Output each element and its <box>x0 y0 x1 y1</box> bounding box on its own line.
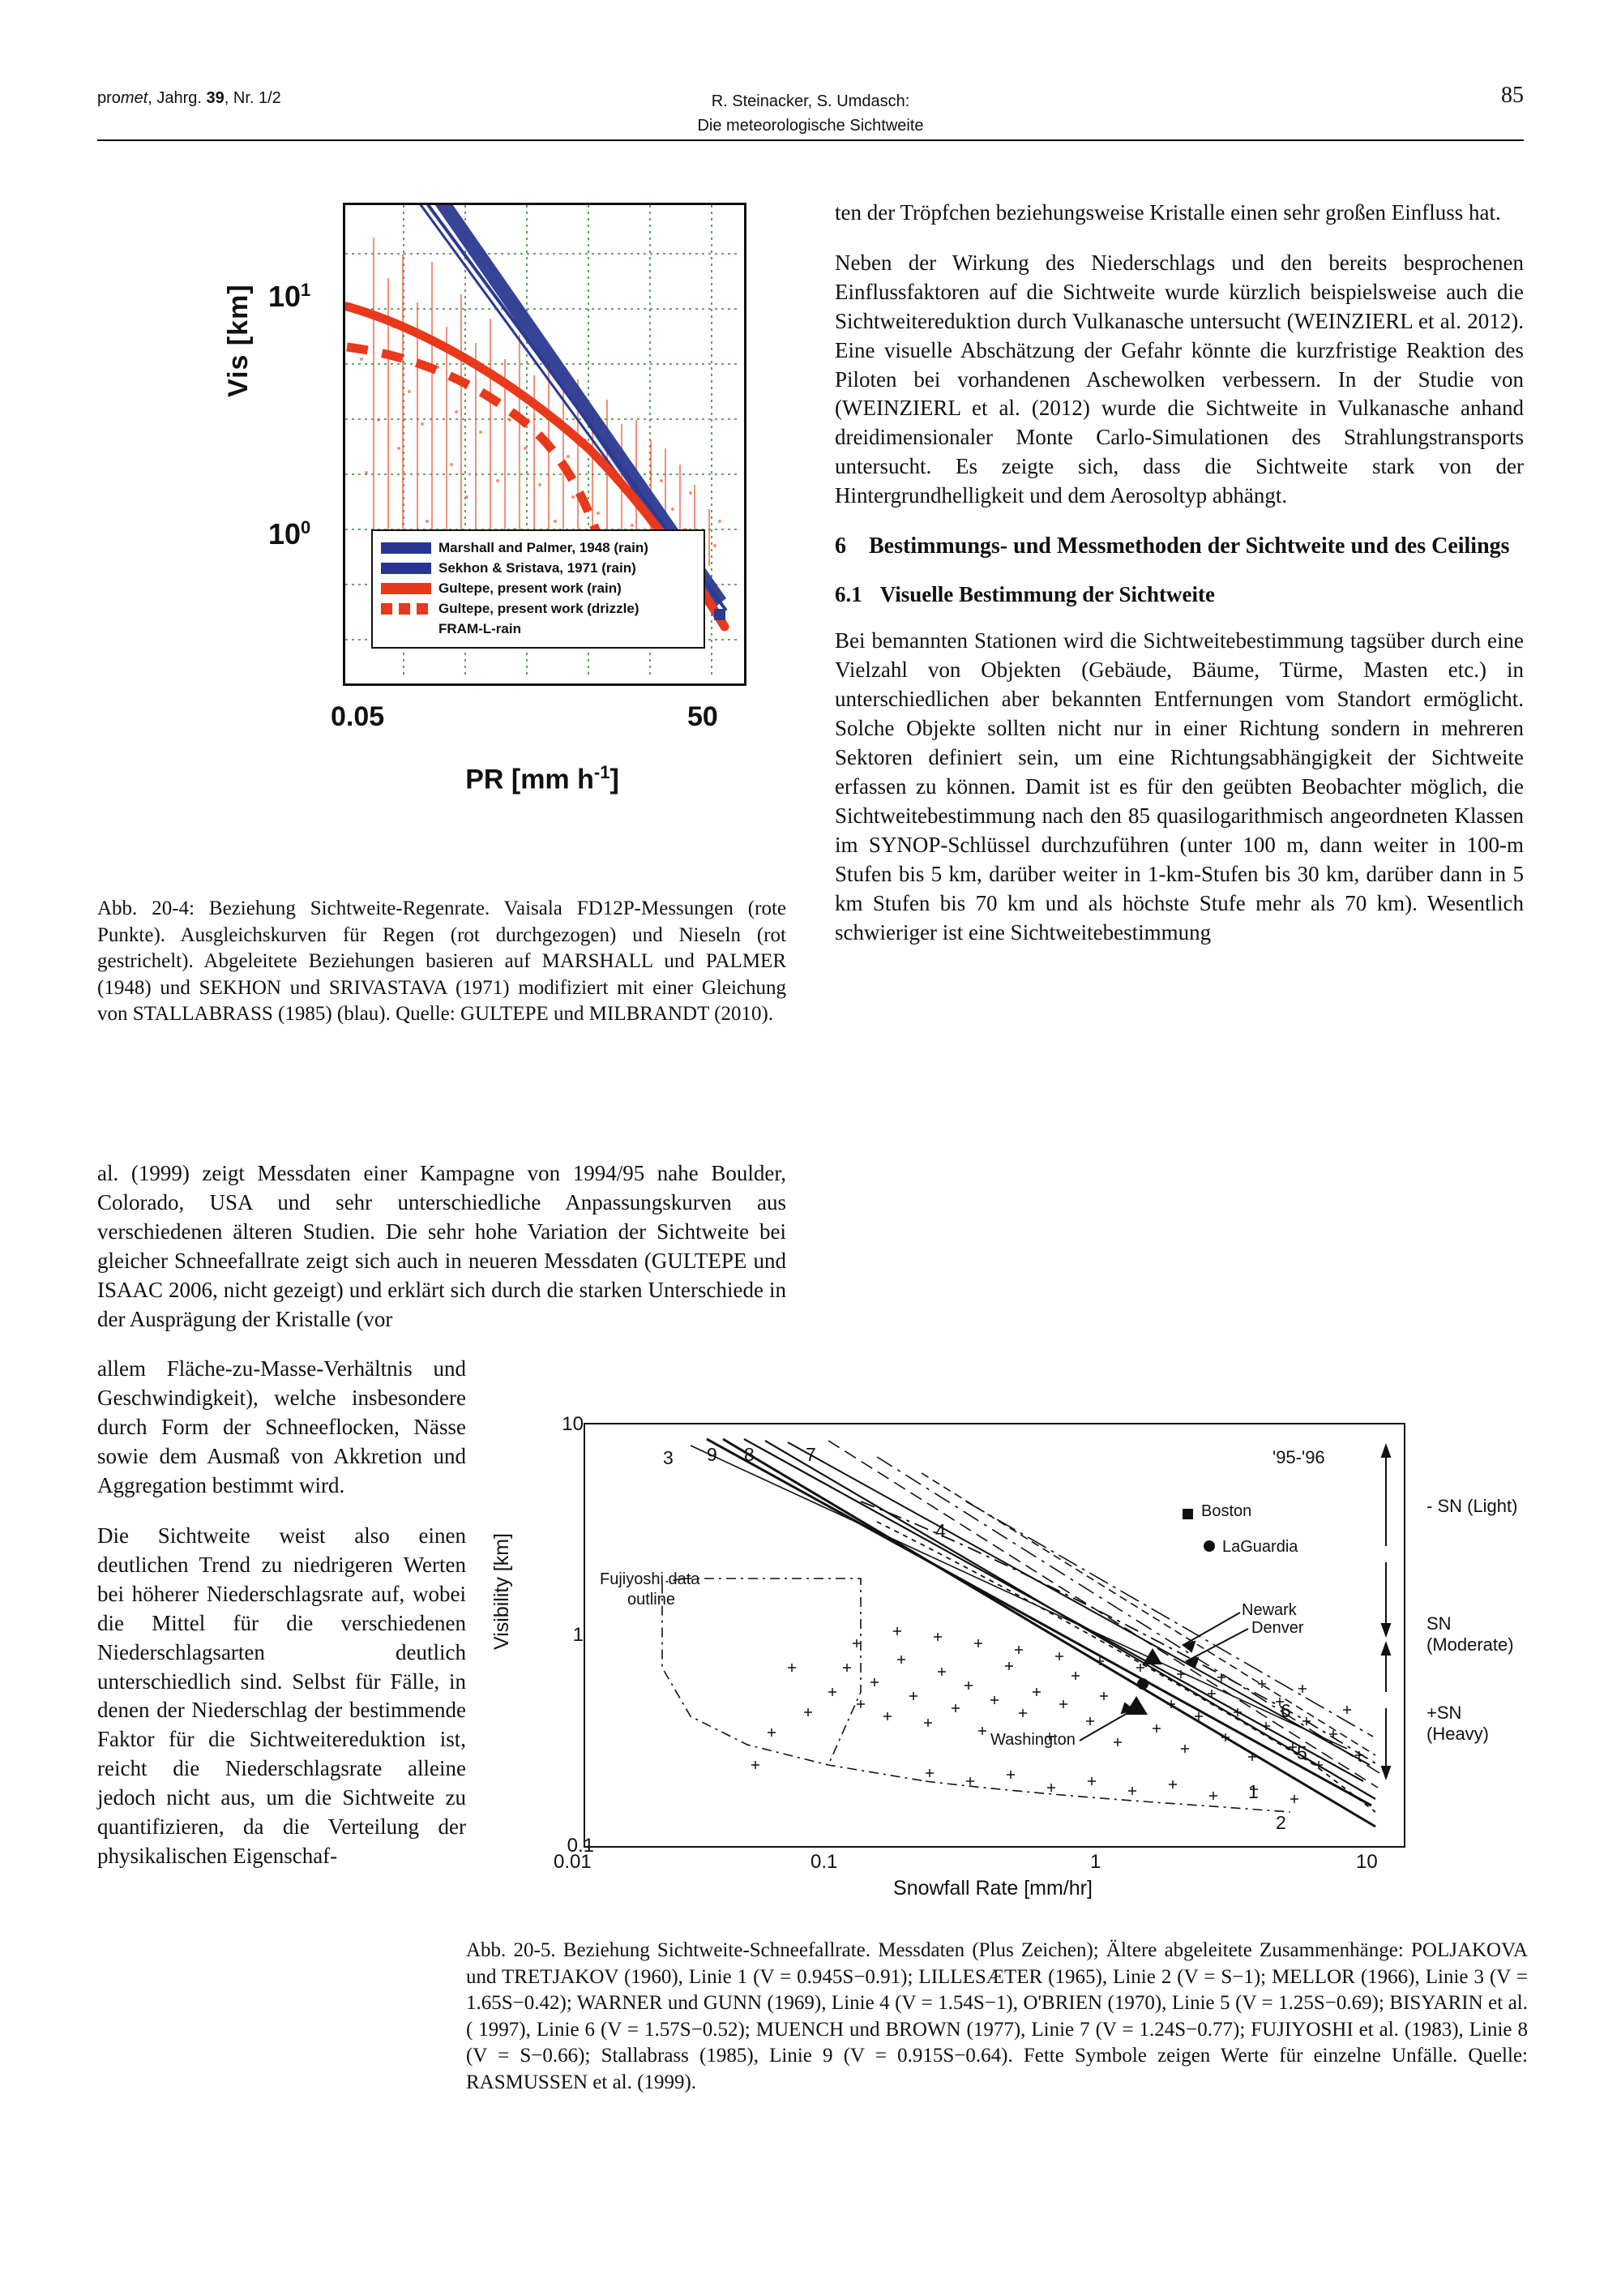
figure-20-4-x-tick-max: 50 <box>687 701 718 732</box>
left-paragraph-3: Die Sichtweite weist also einen deutlichen Trend zu niedrigeren Werten bei höherer Niederschlagsrate auf, wobei die Mittel für die verschiedenen Niederschlagsarten deutlich unterschiedlich sind. Selbst für Fälle, in denen der Niederschlag der bestimmende Faktor für die Sichtweitereduktion ist, reicht die Niederschlagsrate alleine jedoch nicht aus, um die Sichtweite zu quantifizieren, da die Verteilung der physikalischen Eigenschaf- <box>97 1523 466 1868</box>
header-authors: R. Steinacker, S. Umdasch: <box>711 92 910 110</box>
figure-20-5-caption: Abb. 20-5. Beziehung Sichtweite-Schneefallrate. Messdaten (Plus Zeichen); Ältere abgeleitete Zusammenhänge: POLJAKOVA und TRETJAKOV (1960), Linie 1 (V = 0.945S−0.91); LILLESÆTER (1965), Linie 2 (V = S−1); MELLOR (1966), Linie 3 (V = 1.65S−0.42); WARNER und GUNN (1969), Linie 4 (V = 1.54S−1), O'BRIEN (1970), Linie 5 (V = 1.25S−0.69); BISYARIN et al.( 1997), Linie 6 (V = 1.57S−0.52); MUENCH und BROWN (1977), Linie 7 (V = 1.24S−0.77); FUJIYOSHI et al. (1983), Linie 8 (V = S−0.66); Stallabrass (1985), Linie 9 (V = 0.915S−0.64). Fette Symbole zeigen Werte für einzelne Unfälle. Quelle: RASMUSSEN et al. (1999). <box>466 1939 1528 2093</box>
figure-20-5-x-axis-label: Snowfall Rate [mm/hr] <box>893 1877 1093 1900</box>
figure-20-4 <box>223 195 764 827</box>
journal-issue: , Nr. 1/2 <box>224 89 281 107</box>
figure-20-5-x-tick-10: 10 <box>1356 1851 1378 1873</box>
subsection-heading-6-1 <box>835 582 1524 607</box>
header-rule <box>97 139 1524 141</box>
journal-volume-text: , Jahrg. <box>148 89 207 107</box>
figure-20-4-legend <box>371 529 705 649</box>
laguardia-marker <box>1204 1540 1215 1552</box>
denver-marker <box>1137 1678 1148 1690</box>
figure-20-4-y-tick-10e1: $10^1$ <box>268 280 311 313</box>
figure-20-5-x-tick-0-01: 0.01 <box>554 1851 592 1873</box>
fujiyoshi-label-line2: outline <box>627 1591 675 1608</box>
right-paragraph-1: ten der Tröpfchen beziehungsweise Kristalle einen sehr großen Einfluss hat. <box>835 200 1501 225</box>
legend-label: FRAM-L-rain <box>438 620 521 636</box>
figure-20-4-y-tick-10e0: $10^0$ <box>268 517 311 550</box>
curve-label-8: 8 <box>744 1444 755 1465</box>
legend-item <box>381 598 697 619</box>
sn-light-label: - SN (Light) <box>1426 1496 1518 1516</box>
legend-item <box>381 558 697 578</box>
section-title: Bestimmungs- und Messmethoden der Sichtweite und des Ceilings <box>869 533 1510 559</box>
right-paragraph-2: Neben der Wirkung des Niederschlags und den bereits besprochenen Einflussfaktoren auf die Sichtweite wurde kürzlich beispielsweise auch die Sichtweitereduktion durch Vulkanasche untersucht (WEINZIERL et al. 2012). Eine visuelle Abschätzung der Gefahr könnte die kurzfristige Reaktion des Piloten bei vorhandenen Aschewolken verbessern. In der Studie von (WEINZIERL et al. (2012) wurde die Sichtweite in Vulkanasche anhand dreidimensionaler Monte Carlo-Simulationen des Strahlungstransports untersucht. Es zeigte sich, dass die Sichtweite stark von der Hintergrundhelligkeit und dem Aerosoltyp abhängt. <box>835 250 1524 508</box>
journal-name-italic: met <box>120 89 148 107</box>
figure-20-5-y-tick-10: 10 <box>562 1413 584 1435</box>
figure-20-5 <box>466 1407 1528 1917</box>
curve-label-3: 3 <box>663 1447 674 1468</box>
gultepe-drizzle-line-icon <box>381 603 431 615</box>
figure-20-5-plot-area <box>584 1423 1405 1848</box>
laguardia-label: LaGuardia <box>1222 1538 1298 1556</box>
boston-marker <box>1183 1509 1193 1519</box>
left-paragraph-1: al. (1999) zeigt Messdaten einer Kampagne von 1994/95 nahe Boulder, Colorado, USA und sehr unterschiedliche Anpassungskurven aus verschiedenen älteren Studien. Die sehr hohe Variation der Sichtweite bei gleicher Schneefallrate zeigt sich auch in neueren Messdaten (GULTEPE und ISAAC 2006, nicht gezeigt) und erklärt sich durch die starken Unterschiede in der Ausprägung der Kristalle (vor <box>97 1161 786 1331</box>
sn-heavy-label: +SN (Heavy) <box>1426 1703 1490 1744</box>
marshall-palmer-line-icon <box>381 542 431 554</box>
denver-label: Denver <box>1251 1619 1304 1637</box>
curve-label-6: 6 <box>1281 1700 1291 1721</box>
newark-label: Newark <box>1242 1601 1297 1619</box>
legend-item <box>381 578 697 598</box>
curve-label-9: 9 <box>707 1444 717 1465</box>
legend-item <box>381 619 697 639</box>
figure-20-4-y-axis-label: Vis [km] <box>223 284 254 397</box>
header-article-title: Die meteorologische Sichtweite <box>697 117 924 135</box>
subsection-title: Visuelle Bestimmung der Sichtweite <box>879 582 1215 607</box>
right-paragraph-3: Bei bemannten Stationen wird die Sichtweitebestimmung tagsüber durch eine Vielzahl von Objekten (Gebäude, Bäume, Türme, Masten etc.) in unterschiedlichen aber bekannten Entfernungen vom Standort ermöglicht. Solche Objekte sollten nicht nur in einer Richtung sondern in mehreren Sektoren definiert sein, um eine Richtungsabhängigkeit der Sichtweite erfassen zu können. Damit ist es für den geübten Beobachter möglich, die Sichtweitebestimmung nach den 85 quasilogarithmisch angeordneten Klassen im SYNOP-Schlüssel durchzuführen (unter 100 m, dann weiter in 100-m Stufen bis 5 km, darüber weiter in 1-km-Stufen bis 30 km, darüber dann in 5 km Stufen bis 70 km und als höchste Stufe mehr als 70 km). Wesentlich schwieriger ist eine Sichtweitebestimmung <box>835 628 1524 945</box>
legend-label: Sekhon & Sristava, 1971 (rain) <box>438 559 636 576</box>
legend-label: Marshall and Palmer, 1948 (rain) <box>438 539 648 555</box>
figure-20-5-y-tick-1: 1 <box>572 1624 584 1646</box>
figure-20-4-caption: Abb. 20-4: Beziehung Sichtweite-Regenrate. Vaisala FD12P-Messungen (rote Punkte). Ausgleichskurven für Regen (rot durchgezogen) und Nieseln (rot gestrichelt). Abgeleitete Beziehungen basieren auf MARSHALL und PALMER (1948) und SEKHON und SRIVASTAVA (1971) modifiziert mit einer Gleichung von STALLABRASS (1985) (blau). Quelle: GULTEPE und MILBRANDT (2010). <box>97 897 786 1025</box>
figure-20-5-y-tick-0-1: 0.1 <box>567 1835 594 1857</box>
journal-name-prefix: pro <box>97 89 121 107</box>
figure-20-4-x-tick-min: 0.05 <box>331 701 385 732</box>
legend-item <box>381 538 697 558</box>
figure-20-5-x-tick-1: 1 <box>1090 1851 1101 1873</box>
curve-label-4: 4 <box>935 1520 946 1541</box>
legend-label: Gultepe, present work (rain) <box>438 580 622 596</box>
section-number: 6 <box>835 533 846 559</box>
sekhon-band-icon <box>381 563 431 574</box>
figure-20-5-y-axis-label: Visibility [km] <box>490 1532 513 1650</box>
header-center <box>97 89 1524 138</box>
legend-label: Gultepe, present work (drizzle) <box>438 600 639 616</box>
fujiyoshi-label-line1: Fujiyoshi data <box>600 1570 700 1588</box>
figure-20-5-caption-wrap <box>466 1938 1528 2096</box>
fram-dots-icon <box>381 623 431 635</box>
left-paragraph-2: allem Fläche-zu-Masse-Verhältnis und Geschwindigkeit), welche insbesondere durch Form der Schneeflocken, Nässe sowie dem Ausmaß von Akkretion und Aggregation bestimmt wird. <box>97 1356 466 1498</box>
figure-20-5-x-tick-0-1: 0.1 <box>810 1851 838 1873</box>
season-label: '95-'96 <box>1272 1447 1325 1467</box>
gultepe-rain-line-icon <box>381 583 431 594</box>
journal-volume: 39 <box>206 89 225 107</box>
curve-label-2: 2 <box>1276 1812 1286 1833</box>
figure-20-4-x-axis-label: PR [mm $h^{-1}$] <box>465 762 619 795</box>
figure-20-4-frame <box>223 195 764 827</box>
curve-label-1: 1 <box>1248 1781 1259 1802</box>
subsection-number: 6.1 <box>835 582 862 607</box>
page-number: 85 <box>1501 83 1524 108</box>
curve-label-5: 5 <box>1297 1742 1307 1763</box>
figure-20-4-plot-area <box>343 203 746 686</box>
curve-label-7: 7 <box>806 1444 816 1465</box>
section-heading-6 <box>835 532 1524 561</box>
sn-moderate-label: SN (Moderate) <box>1426 1613 1514 1655</box>
right-column <box>835 199 1524 968</box>
washington-label: Washington <box>990 1731 1076 1749</box>
figure-20-4-caption-wrap <box>97 896 786 1028</box>
boston-label: Boston <box>1201 1502 1252 1520</box>
